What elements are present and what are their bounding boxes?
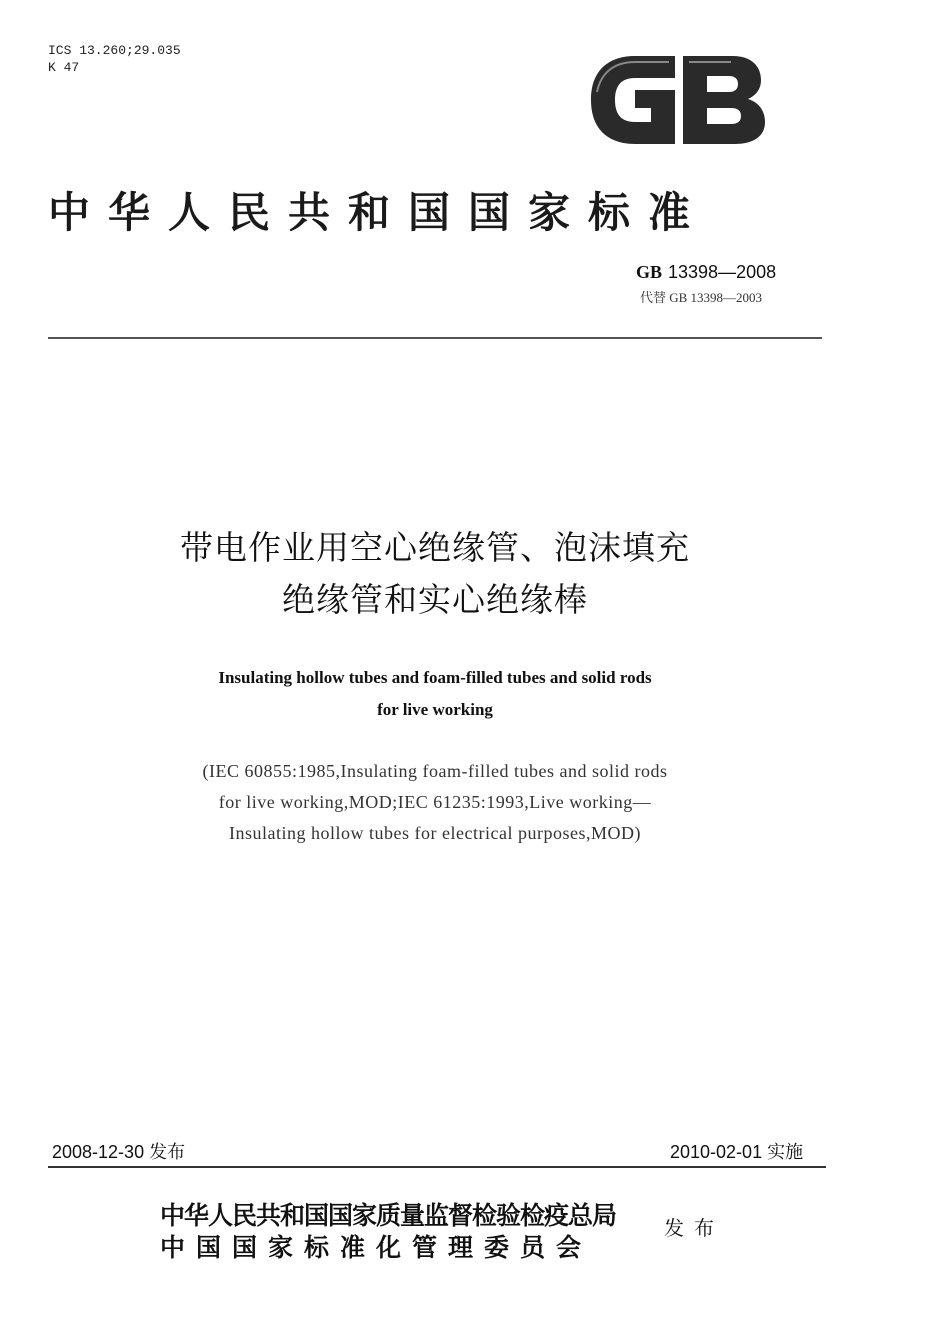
chinese-title bbox=[48, 522, 822, 626]
iec-reference-line: (IEC 60855:1985,Insulating foam-filled tubes and solid rods bbox=[202, 761, 668, 781]
national-standard-title: 中华人民共和国国家标准 bbox=[48, 188, 709, 237]
publish-label: 发布 bbox=[664, 1216, 724, 1240]
issuer-aqsiq: 中华人民共和国国家质量监督检验检疫总局 bbox=[160, 1201, 617, 1230]
issuer-sac: 中国国家标准化管理委员会 bbox=[160, 1233, 593, 1262]
ics-code: ICS 13.260;29.035 bbox=[48, 43, 181, 58]
english-title-line: Insulating hollow tubes and foam-filled tubes and solid rods bbox=[218, 668, 652, 687]
standard-code: 13398—2008 bbox=[668, 262, 777, 282]
ics-classification bbox=[48, 42, 181, 76]
english-title bbox=[48, 662, 822, 726]
gb-logo bbox=[583, 52, 768, 148]
chinese-title-line: 绝缘管和实心绝缘棒 bbox=[282, 580, 588, 619]
ccs-code: K 47 bbox=[48, 60, 80, 75]
iec-reference bbox=[48, 756, 822, 849]
footer-divider bbox=[48, 1166, 826, 1168]
iec-reference-line: for live working,MOD;IEC 61235:1993,Live working— bbox=[218, 792, 652, 812]
english-title-line: for live working bbox=[377, 700, 493, 719]
implementation-date: 2010-02-01 实施 bbox=[670, 1142, 804, 1162]
issue-date: 2008-12-30 发布 bbox=[52, 1142, 186, 1162]
iec-reference-line: Insulating hollow tubes for electrical purposes,MOD) bbox=[229, 823, 641, 843]
chinese-title-line: 带电作业用空心绝缘管、泡沫填充 bbox=[180, 528, 690, 567]
standard-prefix: GB bbox=[636, 262, 663, 282]
standard-number bbox=[636, 262, 776, 283]
replaces-standard: 代替 GB 13398—2003 bbox=[640, 290, 763, 305]
header-divider bbox=[48, 337, 822, 339]
